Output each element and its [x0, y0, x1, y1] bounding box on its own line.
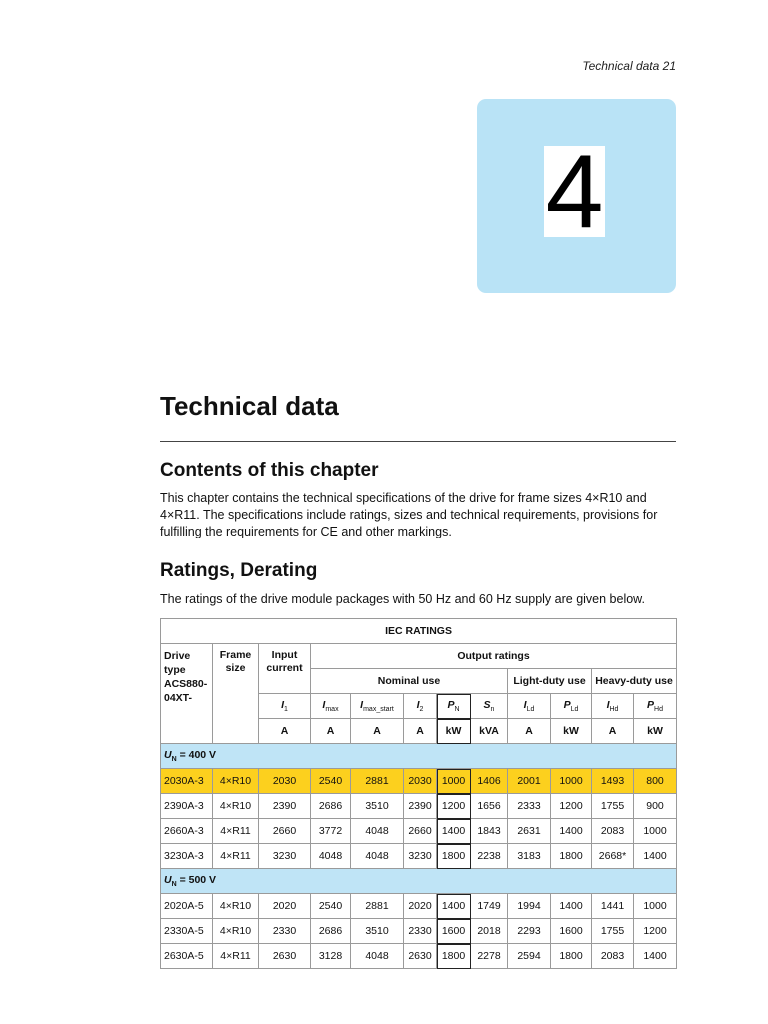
drive-type-cell: 3230A-3	[161, 844, 213, 869]
frame-size-header	[213, 644, 259, 744]
table-cell: 2390	[259, 794, 311, 819]
table-cell: 4048	[351, 944, 404, 969]
drive-type-header	[161, 644, 213, 744]
table-cell: 2540	[311, 769, 351, 794]
table-cell: 2660	[259, 819, 311, 844]
table-row	[161, 919, 677, 944]
table-row	[161, 844, 677, 869]
table-cell: 1800	[437, 844, 471, 869]
table-cell: 1749	[471, 894, 508, 919]
drive-type-cell: 2660A-3	[161, 819, 213, 844]
symbol-imax: $I_{max}$	[311, 694, 351, 719]
voltage-group-label: $U_N = 500$ V	[161, 869, 677, 894]
table-cell: 1200	[634, 919, 677, 944]
table-cell: 2630	[404, 944, 437, 969]
output-ratings-header: Output ratings	[311, 644, 677, 669]
running-header: Technical data 21	[582, 59, 676, 73]
unit-cell: A	[311, 719, 351, 744]
table-cell: 1755	[592, 794, 634, 819]
drive-type-cell: 2020A-5	[161, 894, 213, 919]
table-cell: 1400	[437, 819, 471, 844]
table-cell: 3230	[404, 844, 437, 869]
table-cell: 4×R11	[213, 819, 259, 844]
table-row	[161, 819, 677, 844]
frame-size-line: Frame	[219, 649, 252, 661]
table-cell: 4×R10	[213, 894, 259, 919]
unit-cell: A	[351, 719, 404, 744]
symbol-sn: $S_n$	[471, 694, 508, 719]
unit-cell: kW	[551, 719, 592, 744]
table-cell: 1800	[551, 844, 592, 869]
table-cell: 2686	[311, 794, 351, 819]
table-cell: 2083	[592, 819, 634, 844]
table-cell: 2881	[351, 894, 404, 919]
table-cell: 2330	[404, 919, 437, 944]
table-cell: 4048	[351, 844, 404, 869]
table-cell: 2540	[311, 894, 351, 919]
heavy-duty-header: Heavy-duty use	[592, 669, 677, 694]
input-current-header	[259, 644, 311, 694]
symbol-i2: $I_2$	[404, 694, 437, 719]
iec-ratings-table	[160, 618, 677, 969]
table-cell: 3510	[351, 794, 404, 819]
table-cell: 3230	[259, 844, 311, 869]
unit-cell: A	[508, 719, 551, 744]
table-cell: 4×R11	[213, 844, 259, 869]
table-cell: 2333	[508, 794, 551, 819]
symbol-phd: $P_{Hd}$	[634, 694, 677, 719]
table-cell: 2293	[508, 919, 551, 944]
table-row	[161, 944, 677, 969]
symbol-pn: $P_N$	[437, 694, 471, 719]
chapter-number: 4	[545, 134, 604, 250]
ratings-paragraph: The ratings of the drive module packages with 50 Hz and 60 Hz supply are given below.	[160, 592, 645, 606]
table-cell: 1493	[592, 769, 634, 794]
symbol-ihd: $I_{Hd}$	[592, 694, 634, 719]
drive-type-cell: 2030A-3	[161, 769, 213, 794]
table-cell: 4048	[351, 819, 404, 844]
table-cell: 2018	[471, 919, 508, 944]
symbol-pld: $P_{Ld}$	[551, 694, 592, 719]
table-cell: 1400	[634, 944, 677, 969]
table-cell: 1656	[471, 794, 508, 819]
table-cell: 2686	[311, 919, 351, 944]
drive-type-line: type	[164, 664, 186, 676]
table-cell: 3183	[508, 844, 551, 869]
unit-cell: A	[592, 719, 634, 744]
table-cell: 2001	[508, 769, 551, 794]
title-rule	[160, 441, 676, 442]
table-cell: 2238	[471, 844, 508, 869]
table-cell: 1400	[551, 894, 592, 919]
table-cell: 4048	[311, 844, 351, 869]
table-cell: 1843	[471, 819, 508, 844]
table-cell: 2660	[404, 819, 437, 844]
table-cell: 2390	[404, 794, 437, 819]
chapter-number-box	[477, 99, 676, 293]
drive-type-cell: 2630A-5	[161, 944, 213, 969]
table-cell: 2594	[508, 944, 551, 969]
table-cell: 1755	[592, 919, 634, 944]
table-cell: 2668*	[592, 844, 634, 869]
table-cell: 1200	[551, 794, 592, 819]
drive-type-cell: 2330A-5	[161, 919, 213, 944]
table-cell: 3128	[311, 944, 351, 969]
table-cell: 2278	[471, 944, 508, 969]
table-cell: 1000	[551, 769, 592, 794]
contents-heading: Contents of this chapter	[160, 460, 379, 481]
table-cell: 1400	[551, 819, 592, 844]
table-cell: 2630	[259, 944, 311, 969]
unit-cell: kVA	[471, 719, 508, 744]
frame-size-line: size	[225, 662, 246, 674]
table-cell: 2020	[259, 894, 311, 919]
input-current-line: Input	[271, 649, 298, 661]
input-current-line: current	[266, 662, 303, 674]
table-cell: 800	[634, 769, 677, 794]
nominal-use-header: Nominal use	[311, 669, 508, 694]
table-cell: 4×R10	[213, 919, 259, 944]
table-cell: 1200	[437, 794, 471, 819]
table-cell: 4×R10	[213, 769, 259, 794]
drive-type-line: Drive	[164, 650, 191, 662]
symbol-ild: $I_{Ld}$	[508, 694, 551, 719]
table-cell: 4×R11	[213, 944, 259, 969]
drive-type-cell: 2390A-3	[161, 794, 213, 819]
table-cell: 2083	[592, 944, 634, 969]
unit-cell: A	[259, 719, 311, 744]
unit-cell: kW	[437, 719, 471, 744]
ratings-heading: Ratings, Derating	[160, 560, 318, 581]
symbol-i1: $I_1$	[259, 694, 311, 719]
table-cell: 1994	[508, 894, 551, 919]
table-title: IEC RATINGS	[161, 619, 677, 644]
table-cell: 2030	[259, 769, 311, 794]
table-cell: 1600	[437, 919, 471, 944]
table-cell: 1400	[634, 844, 677, 869]
contents-paragraph: This chapter contains the technical specifications of the drive for frame sizes 4×R10 and 4×R11. The specifications include ratings, sizes and technical requirements, provisions for fulfilling the requirements for CE and other markings.	[160, 491, 658, 538]
table-cell: 1400	[437, 894, 471, 919]
chapter-title: Technical data	[160, 391, 339, 421]
light-duty-header: Light-duty use	[508, 669, 592, 694]
table-cell: 1800	[437, 944, 471, 969]
unit-cell: kW	[634, 719, 677, 744]
table-cell: 1800	[551, 944, 592, 969]
table-cell: 1000	[437, 769, 471, 794]
drive-type-line: 04XT-	[164, 692, 193, 704]
table-cell: 2020	[404, 894, 437, 919]
table-cell: 2631	[508, 819, 551, 844]
table-cell: 2330	[259, 919, 311, 944]
table-cell: 3772	[311, 819, 351, 844]
table-cell: 1000	[634, 894, 677, 919]
table-cell: 1600	[551, 919, 592, 944]
table-cell: 2881	[351, 769, 404, 794]
drive-type-line: ACS880-	[164, 678, 208, 690]
unit-cell: A	[404, 719, 437, 744]
table-cell: 2030	[404, 769, 437, 794]
table-cell: 4×R10	[213, 794, 259, 819]
symbol-imaxstart: $I_{max\_start}$	[351, 694, 404, 719]
table-cell: 3510	[351, 919, 404, 944]
table-row	[161, 769, 677, 794]
table-row	[161, 894, 677, 919]
table-row	[161, 794, 677, 819]
table-cell: 1406	[471, 769, 508, 794]
table-cell: 1441	[592, 894, 634, 919]
table-cell: 900	[634, 794, 677, 819]
table-cell: 1000	[634, 819, 677, 844]
voltage-group-label: $U_N = 400$ V	[161, 744, 677, 769]
